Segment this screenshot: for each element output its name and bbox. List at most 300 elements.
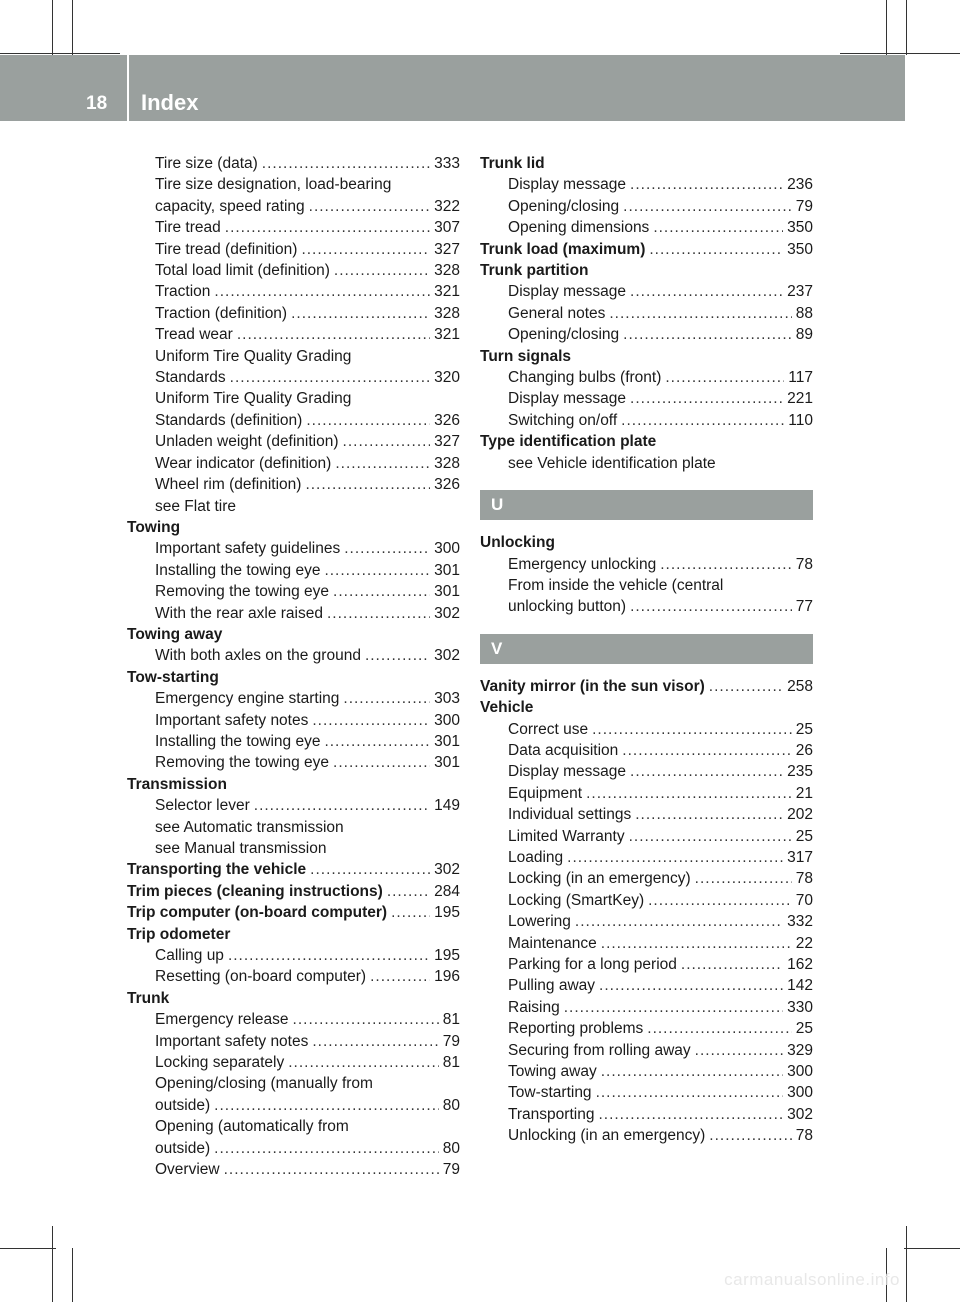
index-entry[interactable] — [480, 196, 813, 217]
crop-mark — [840, 53, 960, 54]
index-entry[interactable] — [480, 1104, 813, 1125]
entry-label: Maintenance — [508, 934, 597, 952]
entry-page-number[interactable]: 22 — [795, 934, 813, 952]
index-entry[interactable] — [127, 795, 460, 816]
entry-label: Removing the towing eye — [155, 583, 330, 601]
index-entry[interactable] — [480, 954, 813, 975]
index-entry[interactable] — [127, 1159, 460, 1180]
dot-leader — [621, 410, 784, 431]
index-entry[interactable] — [480, 783, 813, 804]
entry-label: Emergency engine starting — [155, 690, 340, 708]
crop-mark — [72, 0, 73, 55]
index-entry[interactable] — [127, 324, 460, 345]
index-heading: Towing away — [127, 625, 223, 643]
index-entry[interactable] — [127, 881, 460, 902]
dot-leader — [653, 217, 783, 238]
entry-page-number[interactable]: 196 — [434, 968, 460, 986]
entry-page-number[interactable]: 81 — [442, 1054, 460, 1072]
entry-page-number[interactable]: 330 — [787, 998, 813, 1016]
dot-leader — [622, 740, 791, 761]
index-entry[interactable] — [480, 410, 813, 431]
entry-page-number[interactable]: 301 — [434, 732, 460, 750]
entry-page-number[interactable]: 88 — [795, 304, 813, 322]
dot-leader — [309, 196, 430, 217]
entry-label: Tread wear — [155, 326, 233, 344]
entry-label: Correct use — [508, 720, 589, 738]
index-heading: Turn signals — [480, 347, 572, 365]
dot-leader — [660, 554, 792, 575]
dot-leader — [695, 868, 792, 889]
entry-label: Raising — [508, 998, 560, 1016]
dot-leader — [623, 196, 792, 217]
index-entry[interactable] — [480, 388, 813, 409]
entry-label: Traction — [155, 283, 211, 301]
entry-label: Tow-starting — [508, 1084, 592, 1102]
dot-leader — [228, 945, 430, 966]
crop-mark — [906, 0, 907, 55]
dot-leader — [648, 890, 792, 911]
dot-leader — [630, 388, 783, 409]
index-text: see Manual transmission — [155, 840, 327, 857]
entry-page-number[interactable]: 302 — [787, 1105, 813, 1123]
entry-page-number[interactable]: 78 — [795, 870, 813, 888]
index-entry[interactable] — [127, 367, 460, 388]
index-entry[interactable] — [127, 1052, 460, 1073]
entry-page-number[interactable]: 321 — [434, 283, 460, 301]
dot-leader — [230, 367, 430, 388]
entry-label: Vanity mirror (in the sun visor) — [480, 677, 705, 695]
index-text: see Vehicle identification plate — [508, 454, 716, 472]
index-entry[interactable] — [480, 933, 813, 954]
entry-page-number[interactable]: 25 — [795, 827, 813, 845]
entry-page-number[interactable]: 79 — [442, 1161, 460, 1179]
entry-label: Standards (definition) — [155, 411, 303, 429]
dot-leader — [586, 783, 792, 804]
dot-leader — [291, 303, 430, 324]
index-text: From inside the vehicle (central — [508, 576, 724, 594]
index-entry[interactable] — [480, 804, 813, 825]
dot-leader — [592, 719, 792, 740]
index-entry[interactable] — [127, 239, 460, 260]
entry-page-number[interactable]: 300 — [434, 711, 460, 729]
dot-leader — [262, 153, 430, 174]
dot-leader — [312, 710, 430, 731]
dot-leader — [214, 1095, 439, 1116]
entry-page-number[interactable]: 327 — [434, 433, 460, 451]
entry-page-number[interactable]: 81 — [442, 1011, 460, 1029]
dot-leader — [649, 239, 783, 260]
dot-leader — [391, 902, 430, 923]
index-heading: Tow-starting — [127, 668, 219, 686]
entry-page-number[interactable]: 301 — [434, 583, 460, 601]
entry-page-number[interactable]: 80 — [442, 1096, 460, 1114]
entry-page-number[interactable]: 350 — [787, 240, 813, 258]
entry-label: outside) — [155, 1139, 211, 1157]
index-entry[interactable] — [127, 581, 460, 602]
index-entry[interactable] — [480, 911, 813, 932]
letter-section-header: U — [480, 490, 813, 520]
entry-label: Transporting — [508, 1105, 595, 1123]
index-entry[interactable] — [127, 538, 460, 559]
entry-label: Opening dimensions — [508, 219, 650, 237]
dot-leader — [387, 881, 430, 902]
crop-mark — [52, 1226, 53, 1302]
index-entry[interactable] — [127, 752, 460, 773]
dot-leader — [599, 975, 783, 996]
dot-leader — [567, 847, 783, 868]
entry-page-number[interactable]: 329 — [787, 1041, 813, 1059]
entry-label: Limited Warranty — [508, 827, 625, 845]
entry-label: Tire tread — [155, 219, 221, 237]
index-entry[interactable] — [127, 902, 460, 923]
entry-label: Display message — [508, 763, 627, 781]
index-column-left — [127, 153, 460, 1181]
index-entry[interactable] — [127, 431, 460, 452]
index-entry[interactable] — [480, 596, 813, 617]
entry-label: Trim pieces (cleaning instructions) — [127, 882, 383, 900]
dot-leader — [681, 954, 783, 975]
dot-leader — [310, 859, 430, 880]
index-entry[interactable] — [480, 1040, 813, 1061]
entry-label: With the rear axle raised — [155, 604, 323, 622]
dot-leader — [312, 1031, 438, 1052]
crop-mark — [904, 1248, 960, 1249]
header-title: Index — [141, 90, 199, 115]
entry-page-number[interactable]: 328 — [434, 262, 460, 280]
index-text: Uniform Tire Quality Grading — [155, 390, 352, 408]
index-entry[interactable] — [127, 217, 460, 238]
entry-label: Calling up — [155, 947, 224, 965]
index-entry[interactable] — [480, 554, 813, 575]
dot-leader — [254, 795, 430, 816]
entry-label: Reporting problems — [508, 1020, 644, 1038]
entry-label: Changing bulbs (front) — [508, 369, 662, 387]
index-entry[interactable] — [127, 303, 460, 324]
index-text: Tire size designation, load-bearing — [155, 176, 392, 194]
dot-leader — [635, 804, 783, 825]
entry-page-number[interactable]: 80 — [442, 1139, 460, 1157]
index-entry[interactable] — [127, 153, 460, 174]
entry-page-number[interactable]: 307 — [434, 219, 460, 237]
dot-leader — [575, 911, 783, 932]
entry-label: Trip computer (on-board computer) — [127, 904, 388, 922]
entry-label: Equipment — [508, 784, 583, 802]
entry-label: Display message — [508, 390, 627, 408]
dot-leader — [630, 761, 783, 782]
index-text: Opening/closing (manually from — [155, 1075, 373, 1093]
dot-leader — [324, 731, 430, 752]
entry-page-number[interactable]: 320 — [434, 369, 460, 387]
dot-leader — [365, 645, 430, 666]
entry-page-number[interactable]: 236 — [787, 176, 813, 194]
entry-page-number[interactable]: 25 — [795, 720, 813, 738]
entry-page-number[interactable]: 235 — [787, 763, 813, 781]
index-entry[interactable] — [127, 453, 460, 474]
dot-leader — [301, 239, 430, 260]
header-divider — [127, 55, 129, 121]
entry-label: Total load limit (definition) — [155, 262, 330, 280]
index-entry[interactable] — [480, 740, 813, 761]
entry-page-number[interactable]: 162 — [787, 956, 813, 973]
dot-leader — [647, 1018, 791, 1039]
dot-leader — [709, 676, 783, 697]
entry-page-number[interactable]: 301 — [434, 561, 460, 579]
index-entry[interactable] — [127, 410, 460, 431]
entry-label: outside) — [155, 1096, 211, 1114]
dot-leader — [335, 453, 430, 474]
index-entry[interactable] — [127, 859, 460, 880]
entry-page-number[interactable]: 328 — [434, 304, 460, 322]
dot-leader — [370, 966, 430, 987]
index-heading: Trip odometer — [127, 925, 231, 943]
index-entry[interactable] — [127, 196, 460, 217]
entry-page-number[interactable]: 301 — [434, 754, 460, 772]
entry-page-number[interactable]: 284 — [434, 882, 460, 900]
entry-label: Opening/closing — [508, 197, 620, 215]
entry-page-number[interactable]: 221 — [787, 390, 813, 408]
index-entry[interactable] — [480, 281, 813, 302]
entry-label: Emergency unlocking — [508, 555, 657, 573]
entry-page-number[interactable]: 21 — [795, 784, 813, 802]
entry-page-number[interactable]: 258 — [787, 677, 813, 695]
entry-page-number[interactable]: 78 — [795, 1127, 813, 1145]
dot-leader — [305, 474, 430, 495]
entry-label: Removing the towing eye — [155, 754, 330, 772]
entry-label: Wheel rim (definition) — [155, 476, 302, 494]
entry-label: Tire tread (definition) — [155, 240, 298, 258]
index-entry[interactable] — [480, 303, 813, 324]
entry-page-number[interactable]: 78 — [795, 555, 813, 573]
crop-mark — [52, 0, 53, 55]
index-entry[interactable] — [127, 281, 460, 302]
entry-page-number[interactable]: 195 — [434, 947, 460, 965]
index-text: see Automatic transmission — [155, 818, 344, 836]
dot-leader — [306, 410, 430, 431]
index-heading: Unlocking — [480, 534, 555, 552]
index-entry[interactable] — [480, 826, 813, 847]
entry-label: Display message — [508, 176, 627, 194]
dot-leader — [598, 1104, 783, 1125]
entry-page-number[interactable]: 77 — [795, 598, 813, 616]
dot-leader — [601, 1061, 783, 1082]
index-entry[interactable] — [480, 719, 813, 740]
index-entry[interactable] — [127, 966, 460, 987]
entry-label: Locking (SmartKey) — [508, 891, 645, 909]
dot-leader — [237, 324, 430, 345]
entry-page-number[interactable]: 300 — [787, 1063, 813, 1081]
entry-label: Display message — [508, 283, 627, 301]
index-heading: Trunk — [127, 989, 170, 1007]
index-text: see Flat tire — [155, 497, 236, 515]
index-heading: Towing — [127, 518, 181, 536]
entry-label: Individual settings — [508, 806, 632, 824]
index-entry[interactable] — [127, 603, 460, 624]
entry-page-number[interactable]: 26 — [795, 741, 813, 759]
index-entry[interactable] — [480, 997, 813, 1018]
index-entry[interactable] — [127, 1138, 460, 1159]
entry-page-number[interactable]: 79 — [442, 1032, 460, 1050]
crop-mark — [72, 1248, 73, 1302]
entry-page-number[interactable]: 302 — [434, 647, 460, 665]
index-text: Uniform Tire Quality Grading — [155, 347, 352, 365]
entry-page-number[interactable]: 303 — [434, 690, 460, 708]
dot-leader — [630, 174, 783, 195]
index-entry[interactable] — [480, 975, 813, 996]
dot-leader — [214, 1138, 439, 1159]
dot-leader — [609, 303, 791, 324]
entry-label: Loading — [508, 848, 564, 866]
dot-leader — [623, 324, 792, 345]
entry-page-number[interactable]: 326 — [434, 476, 460, 494]
dot-leader — [327, 603, 430, 624]
entry-page-number[interactable]: 300 — [787, 1084, 813, 1102]
entry-page-number[interactable]: 300 — [434, 540, 460, 558]
index-heading: Transmission — [127, 775, 227, 793]
entry-label: Transporting the vehicle — [127, 861, 307, 879]
index-entry[interactable] — [480, 1082, 813, 1103]
index-entry[interactable] — [127, 1095, 460, 1116]
crop-mark — [0, 1248, 56, 1249]
entry-page-number[interactable]: 332 — [787, 913, 813, 931]
entry-label: Securing from rolling away — [508, 1041, 691, 1059]
dot-leader — [334, 260, 430, 281]
index-heading: Trunk partition — [480, 262, 589, 280]
entry-label: Opening/closing — [508, 326, 620, 344]
entry-page-number[interactable]: 322 — [434, 197, 460, 215]
dot-leader — [288, 1052, 439, 1073]
entry-page-number[interactable]: 89 — [795, 326, 813, 344]
entry-label: Important safety notes — [155, 711, 309, 729]
entry-label: Wear indicator (definition) — [155, 454, 332, 472]
entry-label: capacity, speed rating — [155, 197, 305, 215]
dot-leader — [709, 1125, 791, 1146]
index-text: Opening (automatically from — [155, 1118, 349, 1136]
crop-mark — [886, 0, 887, 55]
index-entry[interactable] — [480, 217, 813, 238]
index-heading: Trunk lid — [480, 155, 545, 172]
entry-page-number[interactable]: 117 — [788, 369, 813, 387]
entry-label: Emergency release — [155, 1011, 289, 1029]
index-entry[interactable] — [480, 1018, 813, 1039]
header-band — [0, 55, 905, 121]
crop-mark — [0, 53, 120, 54]
index-entry[interactable] — [127, 731, 460, 752]
entry-page-number[interactable]: 333 — [434, 155, 460, 172]
index-entry[interactable] — [480, 367, 813, 388]
dot-leader — [665, 367, 784, 388]
entry-page-number[interactable]: 350 — [787, 219, 813, 237]
index-entry[interactable] — [127, 260, 460, 281]
entry-page-number[interactable]: 25 — [795, 1020, 813, 1038]
index-entry[interactable] — [480, 847, 813, 868]
index-entry[interactable] — [480, 324, 813, 345]
dot-leader — [630, 281, 783, 302]
entry-label: Locking separately — [155, 1054, 285, 1072]
index-entry[interactable] — [480, 1125, 813, 1146]
entry-page-number[interactable]: 79 — [795, 197, 813, 215]
index-entry[interactable] — [127, 560, 460, 581]
index-entry[interactable] — [127, 710, 460, 731]
index-entry[interactable] — [127, 688, 460, 709]
index-entry[interactable] — [480, 1061, 813, 1082]
dot-leader — [629, 826, 792, 847]
index-entry[interactable] — [127, 645, 460, 666]
page-number: 18 — [86, 93, 108, 114]
entry-page-number[interactable]: 70 — [795, 891, 813, 909]
entry-label: Standards — [155, 369, 226, 387]
entry-label: Parking for a long period — [508, 956, 677, 973]
index-entry[interactable] — [480, 676, 813, 697]
dot-leader — [293, 1009, 439, 1030]
entry-label: Selector lever — [155, 797, 250, 815]
entry-label: Tire size (data) — [155, 155, 258, 172]
index-entry[interactable] — [480, 239, 813, 260]
entry-page-number[interactable]: 195 — [434, 904, 460, 922]
entry-page-number[interactable]: 149 — [434, 797, 460, 815]
entry-label: Trunk load (maximum) — [480, 240, 646, 258]
dot-leader — [596, 1082, 784, 1103]
entry-label: Resetting (on-board computer) — [155, 968, 367, 986]
entry-page-number[interactable]: 142 — [787, 977, 813, 995]
dot-leader — [564, 997, 783, 1018]
index-heading: Type identification plate — [480, 433, 657, 451]
entry-label: With both axles on the ground — [155, 647, 361, 665]
index-column-right — [480, 153, 813, 1147]
entry-label: Important safety notes — [155, 1032, 309, 1050]
entry-label: Lowering — [508, 913, 571, 931]
entry-page-number[interactable]: 328 — [434, 454, 460, 472]
dot-leader — [333, 581, 430, 602]
entry-label: Locking (in an emergency) — [508, 870, 691, 888]
index-entry[interactable] — [127, 945, 460, 966]
entry-page-number[interactable]: 321 — [434, 326, 460, 344]
entry-label: Switching on/off — [508, 411, 618, 429]
entry-page-number[interactable]: 202 — [787, 806, 813, 824]
entry-label: General notes — [508, 304, 606, 322]
index-entry[interactable] — [480, 890, 813, 911]
dot-leader — [324, 560, 430, 581]
dot-leader — [630, 596, 792, 617]
index-entry[interactable] — [480, 868, 813, 889]
entry-page-number[interactable]: 326 — [434, 411, 460, 429]
dot-leader — [344, 538, 430, 559]
letter-section-header: V — [480, 634, 813, 664]
watermark: carmanualsonline.info — [724, 1270, 900, 1289]
index-entry[interactable] — [480, 174, 813, 195]
index-entry[interactable] — [127, 1009, 460, 1030]
dot-leader — [333, 752, 430, 773]
dot-leader — [214, 281, 430, 302]
entry-label: Overview — [155, 1161, 220, 1179]
entry-label: Unladen weight (definition) — [155, 433, 339, 451]
entry-page-number[interactable]: 237 — [787, 283, 813, 301]
dot-leader — [343, 688, 430, 709]
dot-leader — [601, 933, 792, 954]
entry-page-number[interactable]: 327 — [434, 240, 460, 258]
entry-page-number[interactable]: 302 — [434, 861, 460, 879]
entry-page-number[interactable]: 317 — [787, 848, 813, 866]
entry-label: Installing the towing eye — [155, 732, 321, 750]
entry-label: Data acquisition — [508, 741, 619, 759]
index-entry[interactable] — [480, 761, 813, 782]
index-heading: Vehicle — [480, 699, 534, 717]
entry-label: unlocking button) — [508, 598, 627, 616]
entry-page-number[interactable]: 302 — [434, 604, 460, 622]
entry-label: Traction (definition) — [155, 304, 288, 322]
entry-page-number[interactable]: 110 — [788, 411, 813, 429]
index-entry[interactable] — [127, 474, 460, 495]
index-entry[interactable] — [127, 1031, 460, 1052]
